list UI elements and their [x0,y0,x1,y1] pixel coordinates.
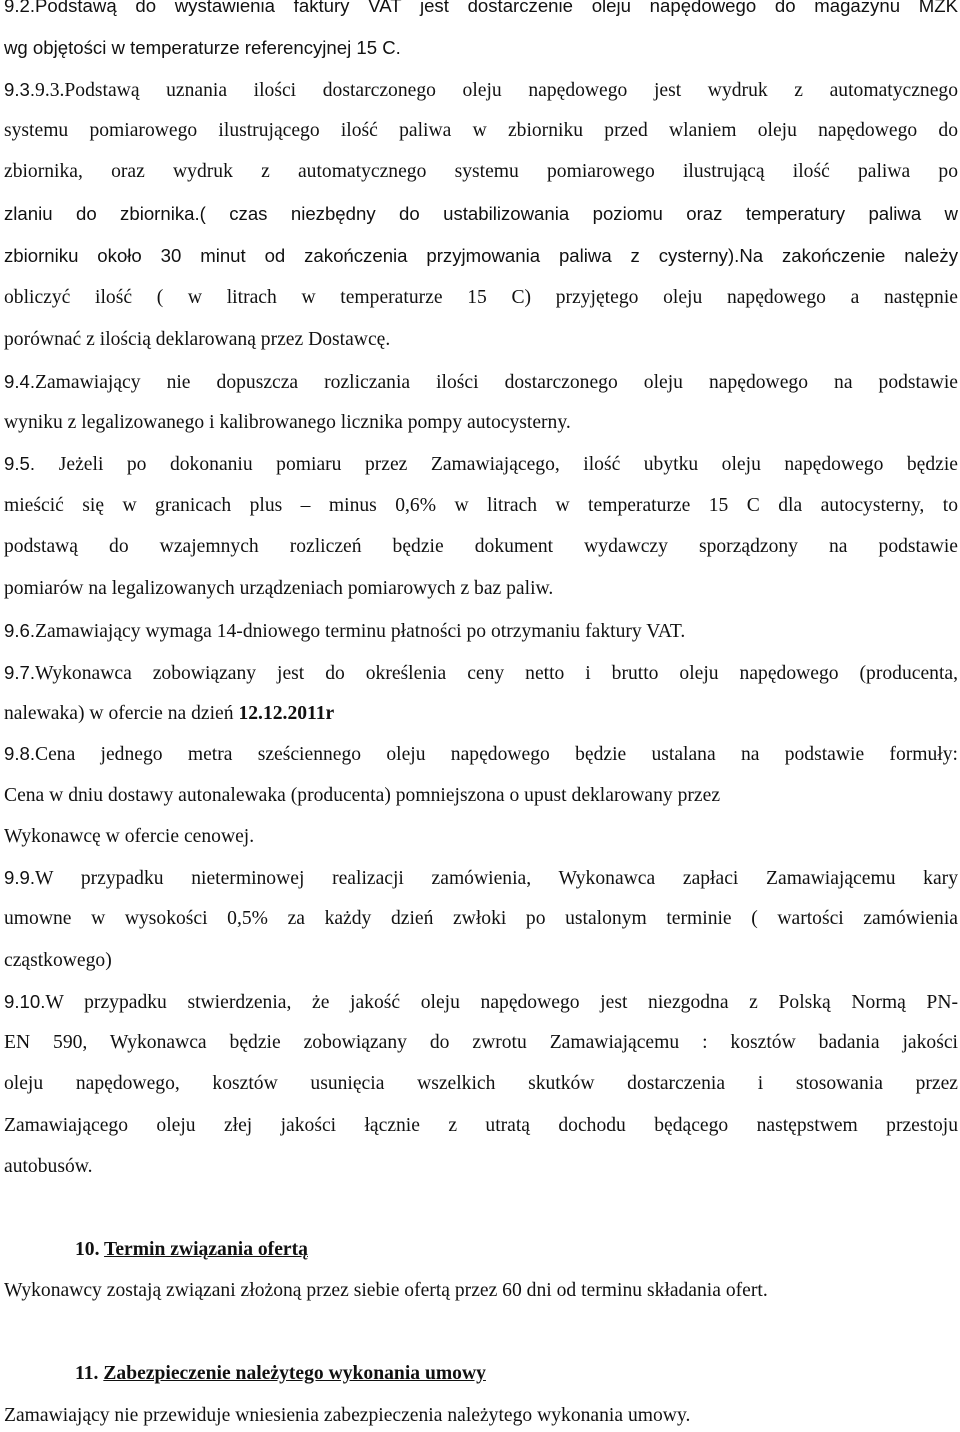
paragraph-9-9-line-2: umowne w wysokości 0,5% za każdy dzień zwłoki po ustalonym terminie ( wartości zamówienia [4,908,958,929]
paragraph-9-3-line-1 [4,78,958,103]
paragraph-9-3-number: 9.3. [4,79,36,100]
paragraph-9-5-line-2: mieścić się w granicach plus – minus 0,6% w litrach w temperaturze 15 C dla autocysterny, to [4,495,958,516]
paragraph-9-8-text: Cena jednego metra sześciennego oleju napędowego będzie ustalana na podstawie formuły: [35,744,958,765]
paragraph-9-4-number: 9.4. [4,371,36,392]
paragraph-9-3-line-4 [4,202,958,226]
paragraph-9-7-text: Wykonawca zobowiązany jest do określenia ceny netto i brutto oleju napędowego (producenta, [35,663,958,684]
paragraph-9-3-line-5a: zbiorniku około 30 minut od zakończenia przyjmowania paliwa z cysterny). [4,245,740,266]
paragraph-9-7-number: 9.7. [4,662,36,683]
paragraph-9-6-line-1 [4,619,958,644]
paragraph-9-8-line-1 [4,742,958,767]
section-11-body: Zamawiający nie przewiduje wniesienia zabezpieczenia należytego wykonania umowy. [4,1405,691,1426]
paragraph-9-3-line-7: porównać z ilością deklarowaną przez Dostawcę. [4,329,391,350]
paragraph-9-2-line-1: 9.2.Podstawą do wystawienia faktury VAT jest dostarczenie oleju napędowego do magazynu MZK [4,0,958,16]
paragraph-9-9-line-1 [4,866,958,891]
paragraph-9-5-line-4: pomiarów na legalizowanych urządzeniach pomiarowych z baz paliw. [4,578,554,599]
paragraph-9-10-line-1 [4,990,958,1015]
paragraph-9-7-line-2 [4,702,958,726]
paragraph-9-7-line-1 [4,661,958,686]
paragraph-9-7-line-2a: nalewaka) w ofercie na dzień [4,703,239,724]
paragraph-9-4-line-2: wyniku z legalizowanego i kalibrowanego licznika pompy autocysterny. [4,412,571,433]
section-10-title: Termin związania ofertą [104,1239,308,1260]
paragraph-9-10-text: W przypadku stwierdzenia, że jakość oleju napędowego jest niezgodna z Polską Normą PN- [45,992,958,1013]
paragraph-9-5-line-3: podstawą do wzajemnych rozliczeń będzie dokument wydawczy sporządzony na podstawie [4,536,958,557]
paragraph-9-3-line-5b: Na zakończenie należy [739,245,958,266]
section-10-number: 10. [75,1239,100,1260]
paragraph-9-3-line-5 [4,244,958,269]
paragraph-9-10-line-3: oleju napędowego, kosztów usunięcia wszelkich skutków dostarczenia i stosowania przez [4,1073,958,1094]
paragraph-9-10-line-4: Zamawiającego oleju złej jakości łącznie z utratą dochodu będącego następstwem przestoju [4,1115,958,1136]
paragraph-9-6-text: Zamawiający wymaga 14-dniowego terminu płatności po otrzymaniu faktury VAT. [35,621,686,642]
paragraph-9-4-line-1 [4,370,958,395]
paragraph-9-10-line-2: EN 590, Wykonawca będzie zobowiązany do zwrotu Zamawiającemu : kosztów badania jakości [4,1032,958,1053]
paragraph-9-8-number: 9.8. [4,743,36,764]
paragraph-9-8-line-2: Cena w dniu dostawy autonalewaka (producenta) pomniejszona o upust deklarowany przez [4,785,721,806]
paragraph-9-3-line-4a: zlaniu do zbiornika. [4,203,200,224]
paragraph-9-8-line-3: Wykonawcę w ofercie cenowej. [4,826,255,847]
paragraph-9-5-number: 9.5. [4,453,59,474]
paragraph-9-9-number: 9.9. [4,867,36,888]
section-11-heading [75,1362,486,1386]
paragraph-9-6-number: 9.6. [4,620,36,641]
paragraph-9-5-line-1 [4,452,958,477]
section-10-body: Wykonawcy zostają związani złożoną przez siebie ofertą przez 60 dni od terminu składania ofert. [4,1280,768,1301]
paragraph-9-3-text: 9.3.Podstawą uznania ilości dostarczonego oleju napędowego jest wydruk z automatycznego [35,80,958,101]
paragraph-9-10-number: 9.10. [4,991,46,1012]
paragraph-9-3-line-4b: ( czas niezbędny do ustabilizowania poziomu oraz temperatury paliwa w [199,203,958,224]
section-11-title: Zabezpieczenie należytego wykonania umowy [103,1363,486,1384]
section-11-number: 11. [75,1363,99,1384]
paragraph-9-2-line-2: wg objętości w temperaturze referencyjnej 15 C. [4,37,401,58]
paragraph-9-9-line-3: cząstkowego) [4,950,112,971]
paragraph-9-10-line-5: autobusów. [4,1156,93,1177]
paragraph-9-3-line-6: obliczyć ilość ( w litrach w temperaturze 15 C) przyjętego oleju napędowego a następnie [4,287,958,308]
paragraph-9-3-line-2: systemu pomiarowego ilustrującego ilość paliwa w zbiorniku przed wlaniem oleju napędowego do [4,120,958,141]
paragraph-9-4-text: Zamawiający nie dopuszcza rozliczania ilości dostarczonego oleju napędowego na podstawie [35,372,958,393]
paragraph-9-3-line-3: zbiornika, oraz wydruk z automatycznego systemu pomiarowego ilustrującą ilość paliwa po [4,161,958,182]
offer-date: 12.12.2011r [238,703,335,724]
paragraph-9-5-text: Jeżeli po dokonaniu pomiaru przez Zamawiającego, ilość ubytku oleju napędowego będzie [58,454,958,475]
paragraph-9-9-text: W przypadku nieterminowej realizacji zamówienia, Wykonawca zapłaci Zamawiającemu kary [35,868,958,889]
section-10-heading [75,1238,308,1262]
